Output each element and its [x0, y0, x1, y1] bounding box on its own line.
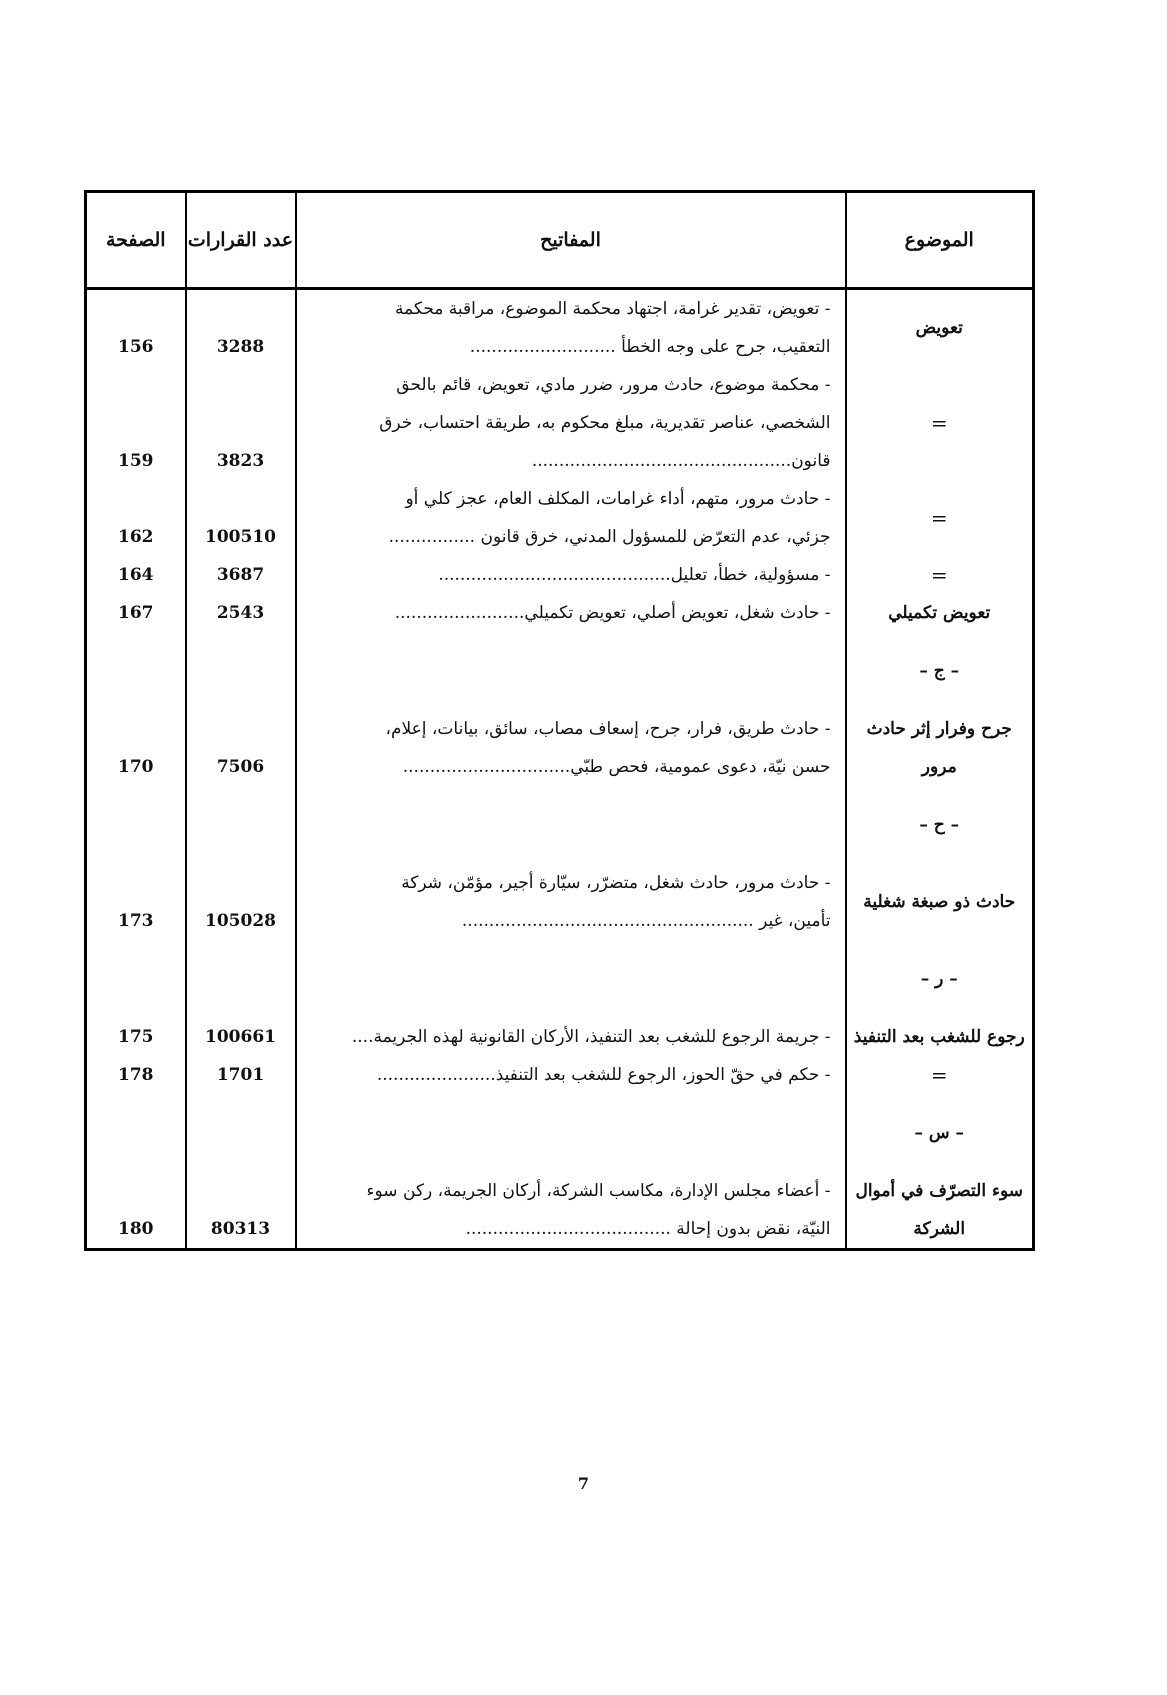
count-cell: 3823 — [186, 442, 296, 480]
keys-line: قانون................................................ — [296, 442, 846, 480]
count-cell: 2543 — [186, 594, 296, 632]
keys-line: - حادث مرور، متهم، أداء غرامات، المكلف العام، عجز كلي أو — [296, 480, 846, 518]
count-cell: 100510 — [186, 518, 296, 556]
page-cell: 167 — [86, 594, 186, 632]
page-cell: 173 — [86, 902, 186, 940]
letter-row — [86, 632, 1034, 710]
keys-line: - حكم في حقّ الحوز، الرجوع للشغب بعد التنفيذ...................... — [296, 1056, 846, 1094]
empty-cell — [186, 940, 296, 1018]
header-keys: المفاتيح — [296, 192, 846, 289]
count-cell — [186, 289, 296, 329]
section-letter: – ر – — [846, 940, 1034, 1018]
count-cell — [186, 1172, 296, 1210]
count-cell: 100661 — [186, 1018, 296, 1056]
table-row — [86, 289, 1034, 329]
count-cell — [186, 480, 296, 518]
keys-line: جزئي، عدم التعرّض للمسؤول المدني، خرق قانون ................ — [296, 518, 846, 556]
table-row — [86, 1172, 1034, 1210]
empty-cell — [186, 1094, 296, 1172]
table-row — [86, 1018, 1034, 1056]
section-letter: – س – — [846, 1094, 1034, 1172]
table-row — [86, 366, 1034, 404]
table-row — [86, 710, 1034, 748]
header-row — [86, 192, 1034, 289]
header-count: عدد القرارات — [186, 192, 296, 289]
page-cell — [86, 864, 186, 902]
keys-line: النيّة، نقض بدون إحالة ...................................... — [296, 1210, 846, 1250]
count-cell: 1701 — [186, 1056, 296, 1094]
empty-cell — [86, 1094, 186, 1172]
count-cell: 80313 — [186, 1210, 296, 1250]
page-cell: 175 — [86, 1018, 186, 1056]
letter-row — [86, 786, 1034, 864]
keys-line: - تعويض، تقدير غرامة، اجتهاد محكمة الموضوع، مراقبة محكمة — [296, 289, 846, 329]
page-cell — [86, 480, 186, 518]
table-row — [86, 594, 1034, 632]
page-cell — [86, 710, 186, 748]
subject-cell: = — [846, 556, 1034, 594]
subject-cell: = — [846, 1056, 1034, 1094]
keys-line: - حادث طريق، فرار، جرح، إسعاف مصاب، سائق، بيانات، إعلام، — [296, 710, 846, 748]
empty-cell — [186, 632, 296, 710]
empty-cell — [86, 786, 186, 864]
subject-cell: تعويض تكميلي — [846, 594, 1034, 632]
letter-row — [86, 940, 1034, 1018]
page-number: 7 — [577, 1474, 590, 1493]
count-cell: 105028 — [186, 902, 296, 940]
header-page: الصفحة — [86, 192, 186, 289]
section-letter: – ج – — [846, 632, 1034, 710]
subject-cell: جرح وفرار إثر حادث مرور — [846, 710, 1034, 786]
keys-line: - أعضاء مجلس الإدارة، مكاسب الشركة، أركان الجريمة، ركن سوء — [296, 1172, 846, 1210]
empty-cell — [296, 940, 846, 1018]
count-cell — [186, 710, 296, 748]
page-cell — [86, 1172, 186, 1210]
table-row — [86, 864, 1034, 902]
table-body — [86, 289, 1034, 1250]
count-cell — [186, 864, 296, 902]
keys-line: - مسؤولية، خطأ، تعليل........................................... — [296, 556, 846, 594]
empty-cell — [296, 786, 846, 864]
subject-cell: حادث ذو صبغة شغلية — [846, 864, 1034, 940]
page-cell — [86, 289, 186, 329]
empty-cell — [186, 786, 296, 864]
keys-line: - محكمة موضوع، حادث مرور، ضرر مادي، تعويض، قائم بالحق — [296, 366, 846, 404]
empty-cell — [296, 632, 846, 710]
keys-line: حسن نيّة، دعوى عمومية، فحص طبّي............................... — [296, 748, 846, 786]
count-cell: 3288 — [186, 328, 296, 366]
page-cell: 156 — [86, 328, 186, 366]
keys-line: - حادث مرور، حادث شغل، متضرّر، سيّارة أجير، مؤمّن، شركة — [296, 864, 846, 902]
empty-cell — [86, 940, 186, 1018]
count-cell — [186, 404, 296, 442]
keys-line: التعقيب، جرح على وجه الخطأ ........................... — [296, 328, 846, 366]
page-cell: 164 — [86, 556, 186, 594]
page-cell: 159 — [86, 442, 186, 480]
letter-row — [86, 1094, 1034, 1172]
subject-cell: رجوع للشغب بعد التنفيذ — [846, 1018, 1034, 1056]
empty-cell — [86, 632, 186, 710]
page-cell: 178 — [86, 1056, 186, 1094]
keys-line: - حادث شغل، تعويض أصلي، تعويض تكميلي........................ — [296, 594, 846, 632]
table-row — [86, 480, 1034, 518]
table-row — [86, 1056, 1034, 1094]
index-table — [84, 190, 1035, 1251]
header-subject: الموضوع — [846, 192, 1034, 289]
page-cell: 180 — [86, 1210, 186, 1250]
page-cell: 162 — [86, 518, 186, 556]
page-cell — [86, 366, 186, 404]
keys-line: الشخصي، عناصر تقديرية، مبلغ محكوم به، طريقة احتساب، خرق — [296, 404, 846, 442]
count-cell — [186, 366, 296, 404]
subject-cell: تعويض — [846, 289, 1034, 367]
keys-line: تأمين، غير ...................................................... — [296, 902, 846, 940]
page-cell: 170 — [86, 748, 186, 786]
page-cell — [86, 404, 186, 442]
subject-cell: سوء التصرّف في أموال الشركة — [846, 1172, 1034, 1250]
subject-cell: = — [846, 480, 1034, 556]
keys-line: - جريمة الرجوع للشغب بعد التنفيذ، الأركان القانونية لهذه الجريمة.... — [296, 1018, 846, 1056]
count-cell: 3687 — [186, 556, 296, 594]
section-letter: – ح – — [846, 786, 1034, 864]
subject-cell: = — [846, 366, 1034, 480]
empty-cell — [296, 1094, 846, 1172]
table-row — [86, 556, 1034, 594]
count-cell: 7506 — [186, 748, 296, 786]
